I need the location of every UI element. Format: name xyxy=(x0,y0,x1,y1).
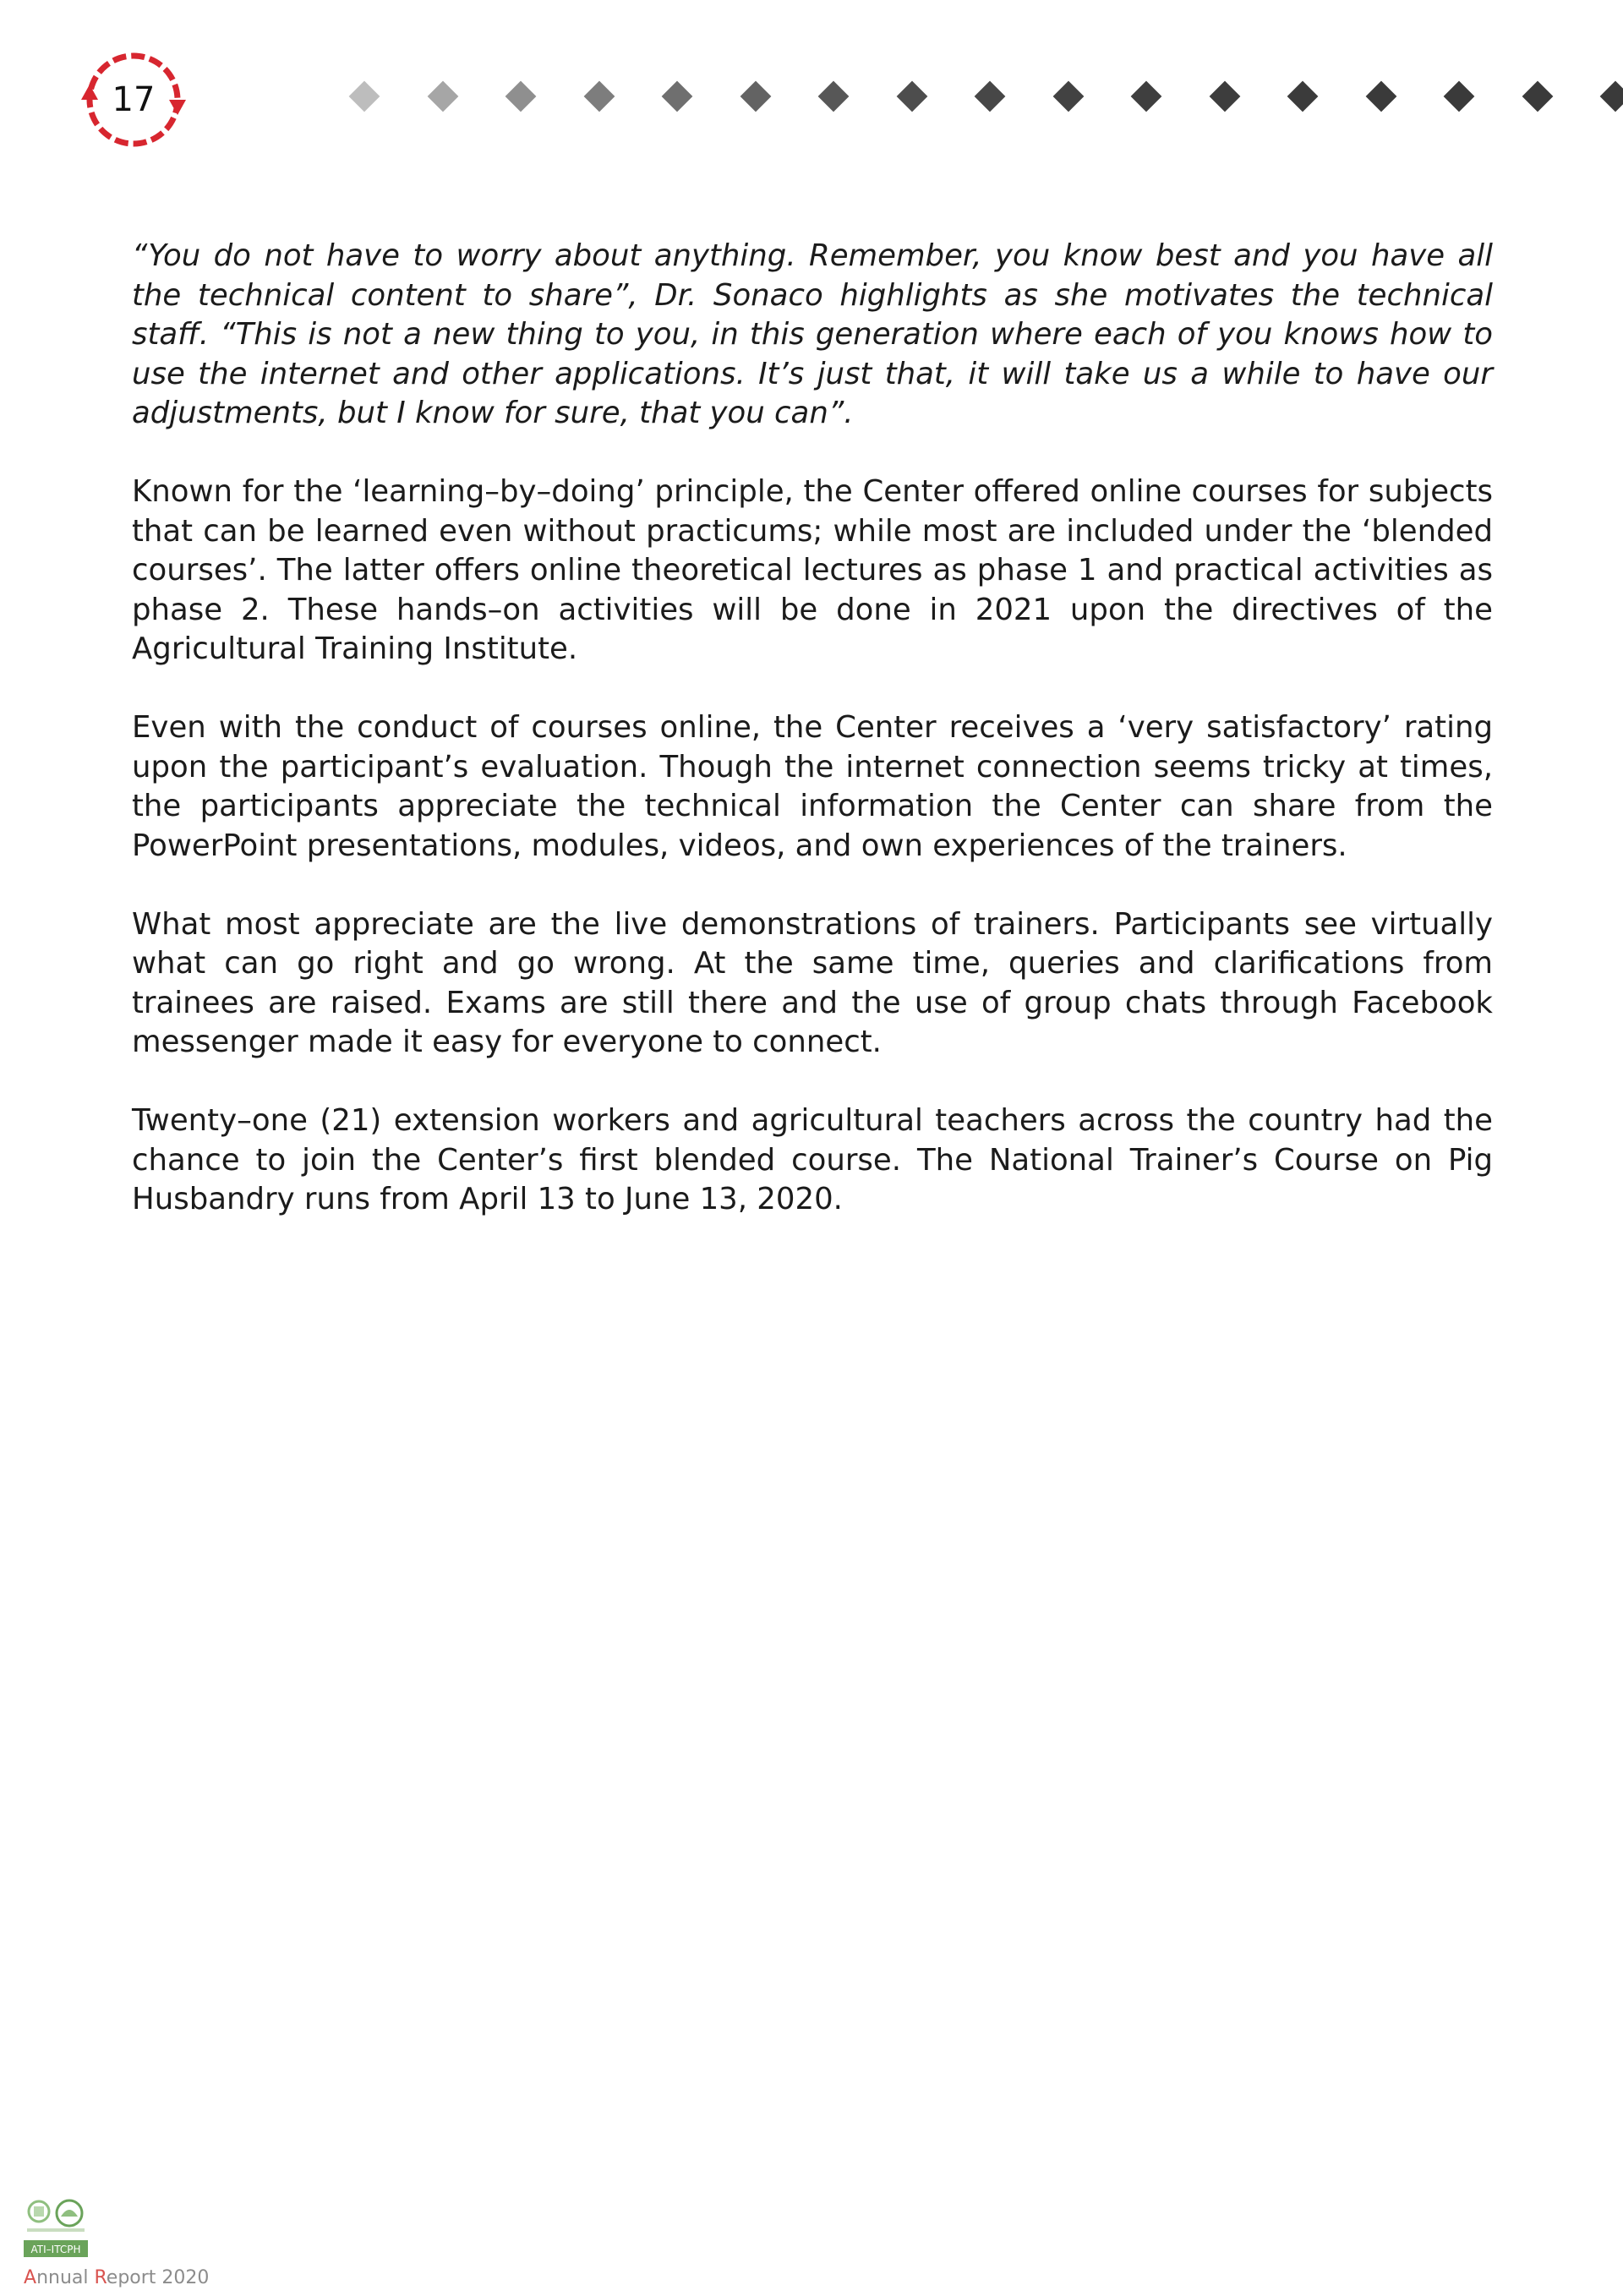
decorative-diamond xyxy=(505,81,537,112)
decorative-diamond xyxy=(1052,81,1084,112)
footer-label-accent-letter: R xyxy=(94,2267,107,2288)
footer-logo-text: ATI–ITCPH xyxy=(30,2244,81,2255)
decorative-diamond xyxy=(818,81,850,112)
paragraph-live-demonstrations: What most appreciate are the live demonstrations of trainers. Participants see virtually what can go right and go wrong. At the same time, queries and clarifications from trainees are raised. Exams are still there and the use of group chats through Facebook messenger made it easy for everyone to connect. xyxy=(132,906,1493,1059)
ati-itcph-logo-icon xyxy=(24,2195,88,2262)
decorative-diamond xyxy=(1444,81,1475,112)
decorative-diamond xyxy=(583,81,615,112)
decorative-diamond xyxy=(1600,81,1623,112)
footer-label-first-letter: A xyxy=(24,2267,37,2288)
decorative-diamond-row xyxy=(338,81,1623,115)
decorative-diamond xyxy=(1131,81,1162,112)
decorative-diamond xyxy=(1365,81,1396,112)
paragraph-blended-course: Twenty–one (21) extension workers and agricultural teachers across the country had the chance to join the Center’s first blended course. The National Trainer’s Course on Pig Husbandry runs from April 13 to June 13, 2020. xyxy=(132,1103,1493,1216)
decorative-diamond xyxy=(662,81,693,112)
decorative-diamond xyxy=(349,81,380,112)
paragraph-quote: “You do not have to worry about anything. Remember, you know best and you have all the technical content to share”, Dr. Sonaco highlights as she motivates the technical staff. “This is not a new thing to you, in this generation where each of you knows how to use the internet and other applications. It’s just that, it will take us a while to have our adjustments, but I know for sure, that you can”. xyxy=(132,238,1493,430)
decorative-diamond xyxy=(896,81,927,112)
page-number-badge xyxy=(74,47,193,152)
decorative-diamond xyxy=(1522,81,1553,112)
article-body xyxy=(132,237,1493,1259)
decorative-diamond xyxy=(975,81,1006,112)
paragraph-learning-by-doing: Known for the ‘learning–by–doing’ principle, the Center offered online courses for subjects that can be learned even without practicums; while most are included under the ‘blended courses’. The latter offers online theoretical lectures as phase 1 and practical activities as phase 2. These hands–on activities will be done in 2021 upon the directives of the Agricultural Training Institute. xyxy=(132,474,1493,666)
decorative-diamond xyxy=(740,81,771,112)
paragraph-evaluation: Even with the conduct of courses online, the Center receives a ‘very satisfactory’ rating upon the participant’s evaluation. Though the internet connection seems tricky at times, the participants appreciate the technical information the Center can share from the PowerPoint presentations, modules, videos, and own experiences of the trainers. xyxy=(132,710,1493,863)
page-number: 17 xyxy=(112,80,156,119)
decorative-diamond xyxy=(1287,81,1319,112)
decorative-diamond xyxy=(427,81,458,112)
footer xyxy=(24,2195,277,2288)
decorative-diamond xyxy=(1209,81,1240,112)
footer-label-part-1: nnual xyxy=(36,2267,95,2288)
footer-label-part-2: eport 2020 xyxy=(106,2267,210,2288)
footer-annual-report-label xyxy=(24,2267,209,2288)
